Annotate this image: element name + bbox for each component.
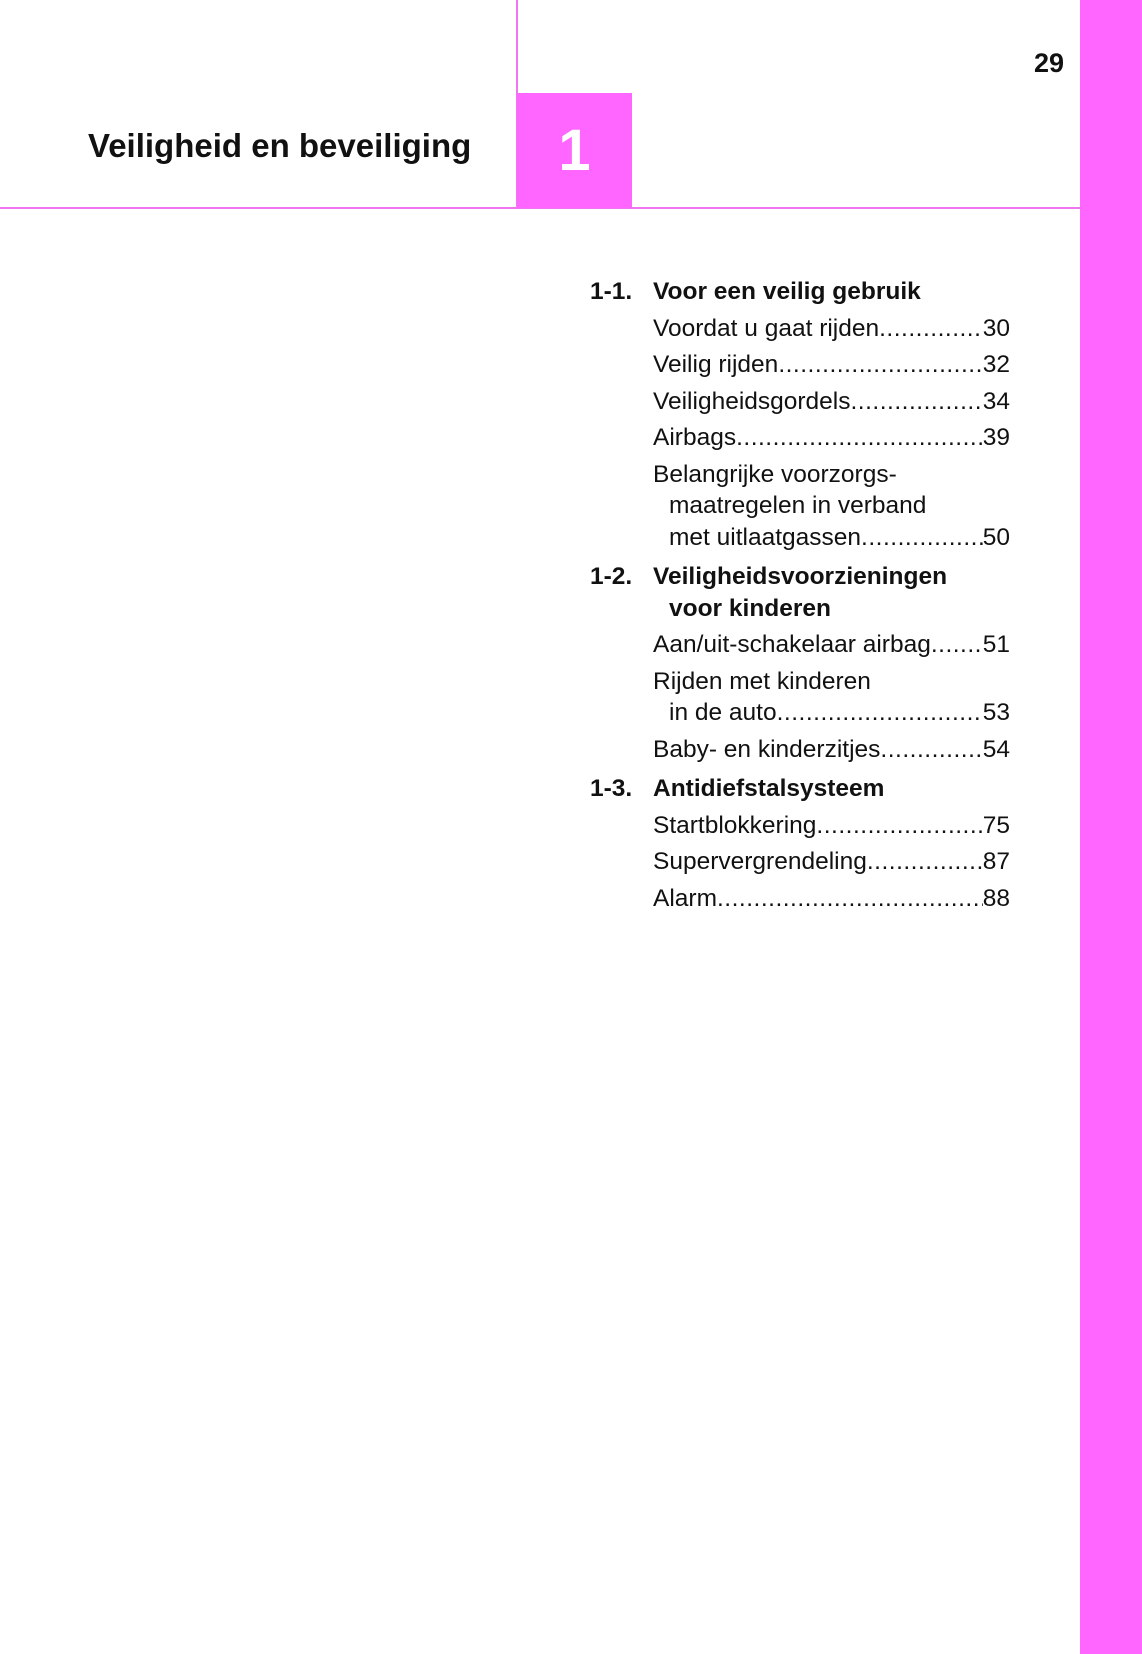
entry-page: 51 — [982, 631, 1010, 658]
toc-entry[interactable] — [653, 349, 1010, 381]
table-of-contents — [590, 276, 1010, 914]
page-number: 29 — [1033, 48, 1064, 78]
dot-leader — [736, 422, 983, 454]
entry-page: 54 — [982, 735, 1010, 763]
toc-entry[interactable] — [653, 629, 1010, 661]
section-title — [653, 276, 1010, 308]
section-title-line: Veiligheidsvoorzieningen — [653, 563, 948, 590]
toc-entry[interactable] — [653, 459, 1010, 554]
entry-page: 87 — [982, 848, 1010, 875]
toc-entry[interactable] — [653, 846, 1010, 878]
entry-title-continued: maatregelen in verband — [669, 492, 927, 519]
dot-leader — [778, 349, 982, 381]
entry-title: Aan/uit-schakelaar airbag — [653, 631, 931, 658]
section-number: 1-3. — [590, 775, 633, 802]
section-number: 1-2. — [590, 563, 633, 590]
entry-title: Veiligheidsgordels — [653, 387, 851, 415]
section-title-line: Antidiefstalsysteem — [653, 775, 885, 802]
section-title-line: voor kinderen — [669, 594, 832, 622]
entry-title: Startblokkering — [653, 811, 817, 839]
toc-entry[interactable] — [653, 666, 1010, 729]
chapter-side-tab — [1080, 0, 1142, 1654]
dot-leader — [851, 386, 983, 418]
toc-section-1-2 — [590, 561, 1010, 624]
section-title-line: Voor een veilig gebruik — [653, 278, 921, 305]
entry-title-continued: in de auto — [669, 699, 777, 726]
entry-title: Voordat u gaat rijden — [653, 314, 880, 342]
entry-page: 53 — [982, 699, 1010, 726]
toc-entry[interactable] — [653, 883, 1010, 915]
toc-entry[interactable] — [653, 734, 1010, 766]
entry-page: 88 — [982, 884, 1010, 912]
dot-leader — [931, 629, 983, 661]
dot-leader — [861, 522, 983, 554]
section-title — [653, 773, 1010, 805]
entry-page: 75 — [982, 811, 1010, 839]
entry-page: 50 — [982, 523, 1010, 551]
toc-section-1-1 — [590, 276, 1010, 308]
entry-page: 39 — [982, 424, 1010, 451]
toc-entry[interactable] — [653, 386, 1010, 418]
entry-title: Veilig rijden — [653, 351, 779, 378]
toc-entry[interactable] — [653, 422, 1010, 454]
entry-title: Alarm — [653, 884, 717, 912]
entry-title: Baby- en kinderzitjes — [653, 735, 881, 763]
dot-leader — [777, 697, 983, 729]
dot-leader — [717, 883, 983, 915]
entry-page: 30 — [982, 314, 1010, 342]
dot-leader — [867, 846, 983, 878]
section-title — [653, 561, 1010, 624]
entry-title: Rijden met kinderen — [653, 667, 871, 695]
entry-title: Airbags — [653, 424, 737, 451]
entry-title: Supervergrendeling — [653, 848, 867, 875]
toc-entry[interactable] — [653, 313, 1010, 345]
section-number: 1-1. — [590, 278, 633, 305]
entry-title: Belangrijke voorzorgs- — [653, 460, 897, 488]
entry-page: 34 — [982, 387, 1010, 415]
chapter-number: 1 — [558, 117, 591, 183]
dot-leader — [880, 734, 982, 766]
toc-entry[interactable] — [653, 810, 1010, 842]
chapter-title: Veiligheid en beveiliging — [88, 127, 472, 164]
chapter-number-box — [517, 93, 632, 208]
entry-page: 32 — [982, 351, 1010, 378]
entry-title-continued: met uitlaatgassen — [669, 523, 862, 551]
dot-leader — [816, 810, 982, 842]
toc-section-1-3 — [590, 773, 1010, 805]
dot-leader — [879, 313, 983, 345]
